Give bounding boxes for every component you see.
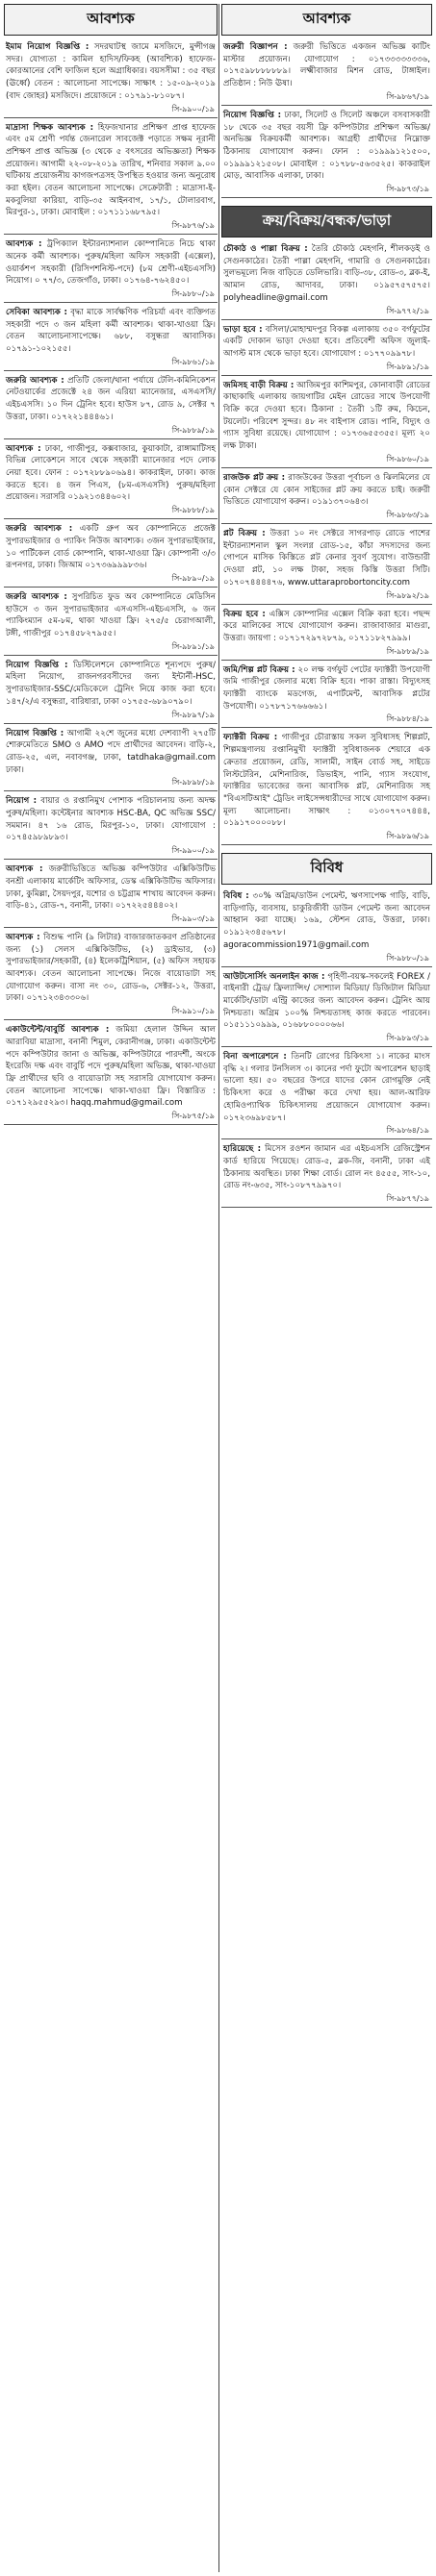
ad-body: মিসেস রওশন জামান এর এইচএসসি রেজিস্ট্রেশন কার্ড হারিয়ে গিয়েছে। রোড-৫, ব্লক-জি, বনানী, ঢাকা এই ঠিকানায় অবস্থিত। ঢাকা শিক্ষা বোর্ড। রোল নং ৪৫৫৫, সাং-১০, রোড নং-৬৩৫, সাং-১০৮৭৭৯৯৭০। [223,1144,430,1191]
ad-separator [221,197,432,198]
ad-reference-code: সি-৯৮৮৯/১৯ [386,646,429,656]
ad-headline: আউটসোর্সিং অনলাইন কাজ : [223,971,325,982]
ad-reference-code: সি-৯৯১০/১৯ [171,1007,215,1016]
right-top-ad-list [221,39,432,198]
ad-text [221,378,432,454]
ad-text [4,237,218,288]
classified-ad [221,969,432,1048]
classified-ad [221,1049,432,1139]
ad-separator [4,655,218,656]
ad-body: গৃহিণী-বয়স্ক-সকলেই FOREX / বাইনারী ট্রেড/ ফ্রিল্যান্সিং/ সোশ্যাল মিডিয়া/ ডিজিটাল মিডিয়া মার্কেটিং/ডাটা এন্ট্রি কাজের জন্য আবেদন করুন। ট্রেনিং আয় নিশ্চয়তা। অগ্রিম ১০০% নিশ্চয়তাসহ কাজ করতে পারবেন। ০১৫১১১০৯৯৯, ০১৬৮৮০০০০৬৬। [223,971,430,1031]
ad-text [4,373,218,425]
ad-headline: একাউন্টেন্ট/বাবুর্চি আবশ্যক : [6,1025,110,1036]
ad-body: রাজউকের উত্তরা পূর্বাচল ও ঝিলমিলের যে কোন সেক্টরে যে কোন সাইজের প্লট ক্রয় করতে চাই। জরুরী ভিত্তিতে যোগাযোগ করুন। ০১৯১৩৭০৬৪৩। [223,472,430,508]
ad-reference-code: সি-৯৯০০/১৯ [171,104,215,113]
section-header-wanted-right: আবশ্যক [221,4,432,36]
ad-body: জরুরী ভিত্তিতে একজন অভিজ্ঞ কাটিং মাস্টার প্রয়োজন। যোগাযোগ : ০১৭৩৩৩৩৩৩৩৬, ০১৭৫৯৮৮৮৮৮৮৯। লক্ষ্মীবাজার মিশন রোড, টাঙ্গাইল। প্রতিষ্ঠান : নিউ ঊষা। [223,42,430,89]
ad-text [221,39,432,91]
ad-separator [4,234,218,235]
ad-text [221,969,432,1034]
ad-body: প্রতিটি জেলা/থানা পর্যায়ে টেলি-কমিনিকেশন নেটওয়ার্কের প্রজেক্টে ২৪ জন এরিয়া ম্যানেজার, এসএসসি/এইচএসসি। ১০ দিন ট্রেনিং হবে। হাউস ৮৭, রোড ৯, সেক্টর ৭ উত্তরা, ঢাকা। ০১৭২২১৪৪৪৬১। [6,375,216,422]
classified-ad [4,120,218,236]
ad-body: সুপরিচিত ফুড অব কোম্পানিতে মেডিসিন হাউসে ৩ জন সুপারভাইজার এসএসসি-এইচএসসি, ৬ জন প্যাকিংম্যান ৫ম-৮ম, থাকা খাওয়া ফ্রি। ২৭৫/৫ চেরাগআলী, টঙ্গী, গাজীপুর ০১৭৪৫৮২৭৯৫৫। [6,591,216,639]
classified-ad [4,726,218,792]
classified-ad [221,39,432,106]
ad-body: ট্রপিক্যাল ইন্টারন্যাশনাল কোম্পানিতে নিচে থাকা অনেক কর্মী আবশ্যক। পুরুষ/মহিলা অফিস সহকারী (এক্সেল), ওয়ার্কশপ সহকারী (রিসিপশনিস্ট-পদে) (৮ম শ্রেণী-এইচএসসি) নিয়োগ। ০ ৭৭/৩, তেজগাঁও, ঢাকা। ০১৭৬৪-৭৬২৪৫০। [6,239,217,287]
ad-separator [4,927,218,928]
ad-separator [4,587,218,588]
classified-ad [4,521,218,588]
ad-body: ৩০% অগ্রিম/ডাউন পেমেন্ট, ঋণসাপেক্ষ গাড়ি, বাড়ি, বাড়িগাড়ি, ব্যবসায়, চাকুরিজীবী ডাউন পেমেন্ট জন্য আবেদন আহ্বান করা যাচ্ছে। ১৬৯, স্টেশন রোড, উত্তরা, ঢাকা। ০১৯১২৩৪৫৬৭৮। agoracommission1971@gmail.com [223,891,431,950]
ad-text [4,793,218,845]
classified-ad [4,862,218,928]
ad-reference-code: সি-৯৮৯২/১৯ [386,590,429,600]
right-mid-ad-list [221,241,432,845]
ad-separator [4,117,218,118]
ad-reference-code: সি-৯৮৯৭/১৯ [171,710,215,719]
ad-headline: বিক্রয় হবে : [223,609,266,619]
ad-body: হিফজখানার প্রশিক্ষণ প্রাপ্ত হাফেজ এবং ৫ম শ্রেণী পর্যন্ত জেনারেল সাবজেক্ট পড়াতে সক্ষম নূরানী প্রশিক্ষণ প্রাপ্ত অভিজ্ঞ (৩ থেকে ৫ বৎসরের অভিজ্ঞতা) শিক্ষক প্রয়োজন। আগামী ২২-০৮-২০১৯ তারিখ, শনিবার সকাল ৯.০০ ঘটিকায় প্রয়োজনীয় কাগজপত্রসহ উপস্থিত হওয়ার জন্য অনুরোধ করা হইল। বেতন আলোচনা সাপেক্ষে। সেক্রেটারী : মাদ্রাসা-ই-মকবুলিয়া কারিয়া, বাড়ি-৩৫ আইনবাগ, ১৭/১, টোলারবাগ, মিরপুর-১, ঢাকা। মোবাইল : ০১৭১১১৬৮৭৯৫। [6,122,216,218]
ad-reference-code: সি-৯৮৬৪/১৯ [386,1126,429,1136]
ad-text [221,888,432,953]
ad-headline: জরুরি আবশ্যক : [6,375,64,386]
ad-headline: ফ্যাক্টরী বিক্রয় : [223,733,278,743]
ad-body: উত্তরা ১০ নং সেক্টরে সাগরপাড় রোডে পাশের ইন্টারন্যাশনাল স্কুল সংলগ্ন রোড-১৫, কাঁচা সদস্যদের জন্য গোপনে মাসিক কিস্তিতে প্লট কেনার সুবর্ণ সুযোগ। বাউন্ডারী দেওয়া প্লট, ১০ লক্ষ টাকা, সহজ কিস্তি উত্তরা সিটি। ০১৭০৭৪৪৪৪৭৬, www.uttaraprobortoncity.com [223,528,430,588]
ad-separator [221,727,432,728]
classified-ad [221,108,432,198]
classified-ad [221,888,432,967]
ad-reference-code: সি-৯৮৯১/১৯ [386,362,429,371]
ad-headline: সেবিকা আবশ্যক : [6,307,67,317]
ad-body: জমিয়া হেলাল উদ্দিন আল আরাবিয়া মাদ্রাসা, বনানী শিমুল, কেরানীগঞ্জ, ঢাকা। একাউন্টেন্ট পদে কম্পিউটার জানা ও অভিজ্ঞ, কম্পিউটারে পারদর্শী, অংকে ইংরেজি দক্ষ এবং বাবুর্চি পদে পুরুষ/মহিলা অভিজ্ঞ, থাকা-খাওয়া ফ্রি প্রার্থীদের ছবি ও বায়োডাটা সহ সরাসরি যোগাযোগ করুন। বেতন আলোচনা সাপেক্ষে। থাকা-খাওয়া ফ্রি। বিস্তারিত : ০১৭১২৯৫৫২৯৩। haqq.mahmud@gmail.com [6,1025,216,1109]
ad-body: বৃদ্ধা মাকে সার্বক্ষণিক পরিচর্যা এবং ব্যক্তিগত সহকারী পদে ৩ জন মহিলা কর্মী আবশ্যক। থাকা-খাওয়া ফ্রি। বেতন আলোচনাসাপেক্ষে। ৬৮৮, বসুন্ধরা আবাসিক। ০১৭৯১-১০২১৫৫। [6,307,216,355]
ad-text [4,930,218,1006]
ad-body: আগামী ২২শে জুনের মধ্যে দেশব্যাপী ২৭৫টি শোরুমেতিতে SMO ও AMO পদে প্রার্থীদের আবেদন। বাড়ি-২, রোড-২৫, এল, নবাবগঞ্জ, ঢাকা, tatdhaka@gmail.com ঢাকা। [6,728,216,775]
ad-headline: হারিয়েছে : [223,1144,262,1155]
right-column [221,4,432,2572]
ad-separator [4,1124,218,1125]
classified-ad [4,930,218,1020]
column-divider [218,4,219,2572]
classified-ad [221,322,432,376]
ad-text [221,322,432,362]
classified-ad [4,373,218,439]
ad-headline: জমি/শিল্প প্লট বিক্রয় : [223,664,295,675]
ad-headline: ভাড়া হবে : [223,324,263,335]
ad-separator [4,723,218,724]
ad-reference-code: সি-৯৮৮০/১৯ [171,288,215,298]
section-header-wanted: আবশ্যক [4,4,218,36]
ad-text [4,441,218,506]
classified-ad [4,237,218,303]
classified-ad [4,1022,218,1125]
ad-headline: ইমাম নিয়োগ বিজ্ঞপ্তি : [6,42,90,52]
ad-reference-code: সি-৯৯০৩/১৯ [171,913,215,923]
ad-separator [221,375,432,376]
ad-body: তৈরি চৌকাঠ মেহগনি, শীলকড়ই ও সেগুনকাঠের। তৈরী পাল্লা মেহগনি, গামারি ও সেগুনকাঠের। সুলভমূল্যে নিজ বাড়িতে ডেলিভারি। বাড়ি-৩৮, রোড-৩, ব্লক-ই, আমান রোড, আদাবর, ঢাকা। ০১৯৫৭৫৭৫৭৫। polyheadline@gmail.com [223,244,430,303]
ad-reference-code: সি-৯৯০০/১৯ [171,846,215,856]
ad-headline: জরুরী বিজ্ঞাপন : [223,42,288,52]
ad-separator [221,966,432,967]
ad-text [221,663,432,714]
ad-body: তিনটি রোগের চিকিৎসা ১। নাকের মাংস বৃদ্ধি ২। গলার টনসিলস ৩। কানের পর্দা ফুটো অপারেশন ছাড়াই ভালো হয়। ৫০ বছরের উপরে যাদের কোন রোগমুক্তি নেই চিকিৎসা করে ও পরীক্ষা করে দেখা হয়। আল-আরিফ হোমিওপ্যাথিক চিকিৎসালয় প্রয়োজনে যোগাযোগ করুন। ০১৭২৩৬৯৮৫৮৭। [223,1052,430,1123]
ad-headline: আবশ্যক : [6,239,42,250]
ad-reference-code: সি-৯৭৭২/১৯ [386,306,429,315]
ad-body: আজিমপুর কাশিমপুর, কোনাবাড়ী রোডের কাছাকাছি এলাকায় জায়গাটির মেইন রোডের সাথে উপযোগী বিক্রি করে দেওয়া হবে। ঠিকানা : তৈরী ১টি রুম, কিচেন, টয়লেট। পরিবেশ সুন্দর। ৪৮ নং বাইপাস রোড। পানি, বিদ্যুৎ ও গ্যাস সুবিধা রয়েছে। যোগাযোগ : ০১৭৩৬৫৫৩৫৫। মূল্য ২০ লক্ষ টাকা। [223,380,430,452]
ad-headline: জরুরি আবশ্যক : [6,524,73,535]
ad-separator [4,859,218,860]
ad-body: সদরঘাটস্থ জামে মসজিদে, মুন্সীগঞ্জ সদর। যোগ্যতা : কামিল হাদিস/ফিকহ (আবশ্যিক) হাফেজ-কোরআনের বেশি ফাজিল হলে অগ্রাধিকার। বয়সসীমা : ৩৫ বছর (ঊর্ধ্বে) বেতন : আলোচনা সাপেক্ষে। সাক্ষাৎ : ১৫-০৯-২০১৯ (বাদ জোহর) মসজিদে। প্রয়োজনে : ০১৭৯১-৮১০৮৭। [6,42,216,101]
ad-headline: বিনা অপারেশনে : [223,1052,287,1063]
ad-reference-code: সি-৯৮৭৬/১৯ [171,221,215,231]
ad-text [221,108,432,184]
ad-reference-code: সি-৯৮৭৭/১৯ [386,1194,429,1204]
classified-ad [221,1141,432,1208]
ad-reference-code: সি-৯৮৯০/১৯ [171,573,215,583]
ad-reference-code: সি-৯৮৯৩/১৯ [386,1034,429,1043]
ad-text [4,726,218,778]
ad-text [4,120,218,221]
ad-headline: জরুরি আবশ্যক : [6,591,67,602]
ad-headline: আবশ্যক : [6,443,41,454]
ad-text [221,1049,432,1125]
classified-ad [4,589,218,656]
section-header-buy-sell: ক্রয়/বিক্রয়/বন্ধক/ভাড়া [221,206,432,238]
ad-separator [221,1046,432,1047]
ad-reference-code: সি-৯৮৬১/১৯ [171,357,215,366]
ad-reference-code: সি-৯৮৬০/১৯ [386,454,429,463]
ad-headline: প্লট বিক্রয় : [223,528,266,538]
ad-body: বসিলা/মোহাম্মদপুর বিকল্প এলাকায় ৩৫০ বর্গফুটের একটি দোকান ভাড়া দেওয়া হবে। প্রতিবেশী অফিস জুলাই-আগস্ট মাস থেকে ভাড়া হবে। যোগাযোগ : ০১৭৭০৯৯৭৮। [223,324,430,359]
ad-headline: নিয়োগ বিজ্ঞপ্তি : [6,728,64,738]
ad-text [4,521,218,573]
ad-body: জরুরীভিত্তিতে অভিজ্ঞ কম্পিউটার এক্সিকিউটিভ বনশ্রী এলাকায় মার্কেটিং অফিসার, ডেস্ক এক্সিকিউটিভ অফিসার। ঢাকা, কুমিল্লা, সৈয়দপুর, যশোর ও চট্টগ্রাম শাখায় আবেদন করুন। বাড়ি-৪১, রোড-৭, বনানী, ঢাকা। ০১৭২২৫৪৪৪০২। [6,864,216,912]
ad-body: ঢাকা, সিলেট ও সিলেট অঞ্চলে বসবাসকারী ১৮ থেকে ৩৫ বছর বয়সী ফ্রি কম্পিউটার প্রশিক্ষণ অভিজ্ঞ/অনভিজ্ঞ বিক্রয়কর্মী আবশ্যক। আগ্রহী প্রার্থীদের নিম্নোক্ত ঠিকানায় যোগাযোগ করুন। ফোন : ০১৯৯৯১২১৫০০, ০১৯৯৯১২১৫০৮। মোবাইল : ০১৭৮৮-৫৬৩৫২৫। কাকরাইল মোড়, আবাসিক এলাকা, ঢাকা। [223,110,430,182]
ad-text [4,305,218,357]
ad-headline: চৌকাঠ ও পাল্লা বিক্রয় : [223,244,308,255]
ad-reference-code: সি-৯৮৮৪/১৯ [386,714,429,724]
ad-separator [221,604,432,605]
ad-reference-code: সি-৯৮৯১/১৯ [171,641,215,651]
section-header-miscellaneous: বিবিধ [221,853,432,885]
ad-text [4,1022,218,1111]
right-bottom-ad-list [221,888,432,1208]
ad-headline: নিয়োগ : [6,796,38,807]
ad-separator [4,302,218,303]
ad-separator [4,1019,218,1020]
classified-ad [4,39,218,118]
ad-separator [221,105,432,106]
ad-headline: মাদ্রাসা শিক্ষক আবশ্যক : [6,122,94,133]
ad-text [4,39,218,104]
ad-text [4,589,218,641]
ad-separator [4,438,218,439]
ad-separator [4,518,218,519]
ad-reference-code: সি-৯৮৯৮/১৯ [171,778,215,788]
ad-body: ২০ লক্ষ বর্গফুট পেটের ফ্যাক্টরী উপযোগী জমি গাজীপুর জেলার মধ্যে বিক্রি হবে। পাকা রাস্তা। বিদ্যুৎসহ ফ্যাক্টরী ব্যাংকে মডগেজ, এপার্টমেন্ট, আবাসিক প্লটের উপযোগী। ০১৭৮৭১৭৬৬৬৬১। [223,664,430,712]
ad-reference-code: সি-৯৮৮০/১৯ [386,953,429,963]
ad-text [221,241,432,306]
ad-separator [221,660,432,661]
ad-headline: রাজউক প্লট ক্রয় : [223,472,286,483]
ad-text [221,1141,432,1193]
classified-ad [221,378,432,468]
ad-reference-code: সি-৯৮৭৫/১৯ [171,1112,215,1121]
classified-ad [221,663,432,729]
classified-ad [221,607,432,661]
ad-text [221,730,432,831]
left-ad-list [4,39,218,1125]
ad-separator [221,844,432,845]
ad-reference-code: সি-৯৮৮৮/১৯ [171,506,215,515]
classified-ad [4,658,218,724]
classified-ad [221,526,432,605]
classified-ad [221,470,432,524]
ad-reference-code: সি-৯৮৭৩/১৯ [386,185,429,194]
ad-separator [221,319,432,320]
ad-reference-code: সি-৯৮৮৯/১৯ [171,425,215,435]
ad-separator [221,523,432,524]
classified-ad [4,305,218,371]
ad-headline: বিবিধ : [223,891,249,902]
classified-ad [221,730,432,845]
classified-ad [221,241,432,320]
classified-ad [4,793,218,860]
ad-body: বিশুদ্ধ পানি (৯ লিটার) বাজারজাতকরণ প্রতিষ্ঠানের জন্য (১) সেলস এক্সিকিউটিভ, (২) ড্রাইভার, (৩) সুপারভাইজার/সহকারী, (৪) ইলেকট্রিশিয়ান, (৫) অফিস সহায়ক আবশ্যক। বেতন আলোচনা সাপেক্ষে। নিজে বায়োডাটা সহ যোগাযোগ করুন। বাসা নং ৩০, রোড-৬, সেক্টর-১২, উত্তরা, ঢাকা। ০১৭১২৩৪৩৩০৬। [6,932,217,1004]
ad-headline: জমিসহ বাড়ী বিক্রয় : [223,380,295,390]
ad-headline: আবশ্যক : [6,932,40,942]
ad-body: ডিস্টিলেশনে কোম্পানিতে শূন্যপদে পুরুষ/মহিলা নিয়োগ, রাজনগরবসীদের জন্য ইন্টার্নী-HSC, সুপারভাইজার-SSC/মেডিকেলে ট্রেনিং নিয়ে কাজ করা হবে। ১৪৭/২/এ বসুন্ধরা, বারিধারা, ঢাকা ০১৭৫৫-৬৮৯০৭৯০। [6,660,217,707]
ad-separator [221,1138,432,1139]
ad-body: ঢাকা, গাজীপুর, কক্সবাজার, কুয়াকাটা, রাঙ্গামাটিসহ বিভিন্ন লোকেশনে সাবে থেকে সহকারী ম্যানেজার পদে লোক নেয়া হবে। ফোন : ০১৭২৮৮৯০৬৯৪। কাকরাইল, ঢাকা। কাজ করতে হবে। ৪ জন পিএস, (৮ম-এসএসসি) পুরুষ/মহিলা প্রয়োজন। সরাসরি ০১৯২১৩৪৪৬০২। [6,443,216,503]
ad-headline: নিয়োগ বিজ্ঞপ্তি : [6,660,68,670]
ad-text [4,658,218,710]
ad-reference-code: সি-৯৮৬৩/১৯ [386,510,429,519]
ad-body: গাজীপুর চৌরাস্তায় সকল সুবিধাসহ শিল্পপ্লট, শিল্পমন্ত্রণালয় রপ্তানিমুখী ফ্যাক্টরী সুবিধাজনক শেয়ারে এক ক্রেতার প্রয়োজন, রেডি, সালামী, সাইন বোর্ড সহ, সাইডে লিস্টটেরিন, মেশিনারিজ, ডিভাইস, পানি, গ্যাস সংযোগ, ফ্যাক্টরির ভাবেজের জন্য আবাসিক প্লট, মেশিনারিজ সহ "বিএসটিআই" ট্রেডিং লাইসেন্সধারীদের সাথে যোগাযোগ করুন। মূল্য আলোচনা। সাক্ষাৎ : ০১৩০৭৭০৭৪৪৪, ০১৯১৭০০০০৮৮। [223,733,430,829]
ad-headline: নিয়োগ বিজ্ঞপ্তি : [223,110,282,120]
ad-reference-code: সি-৯৮৯৬/১৯ [386,832,429,841]
ad-separator [221,1207,432,1208]
ad-body: বায়ার ও রপ্তানিমুখ পোশাক পরিচালনায় জন্য অদক্ষ পুরুষ/মহিলা। কন্টেইনার আবশ্যক HSC-BA, QC অভিজ্ঞ SSC/ সমমান। ৪৭ ১৬ রোড, মিরপুর-১০, ঢাকা। যোগাযোগ : ০১৭৪৫৯৮৯৮৯৩। [6,796,216,843]
ad-separator [4,790,218,791]
ad-separator [221,467,432,468]
classified-ad [4,441,218,520]
ad-text [4,862,218,913]
ad-text [221,526,432,590]
ad-separator [4,370,218,371]
ad-body: একটি গ্রুপ অব কোম্পানিতে প্রজেক্ট সুপারভাইজার ও প্যাকিং নিউজ আবশ্যক। ৩জন সুপারভাইজার, ১০ পার্টিকেল বোর্ড কোম্পানি, থাকা-খাওয়া ফ্রি। কোম্পানী ৩/৩ রূপনগর, ঢাকা। জিআম ০১৭৩৬৯৯৯৮৩৬। [6,524,216,571]
ad-headline: আবশ্যক : [6,864,43,875]
ad-reference-code: সি-৯৮৬৭/১৯ [386,91,429,101]
ad-text [221,470,432,510]
ad-body: এক্সিস কোম্পানির এক্সেল বিক্রি করা হবে। পছন্দ করে মালিকের সাথে যোগাযোগ করুন। রাজাবাজার মাগুরা, উত্তরা। জায়গা : ০১৭১৭২৯৭২৮৭৯, ০১৭১১৮২৭৯৯৯। [223,609,430,643]
ad-text [221,607,432,646]
left-column [4,4,218,2572]
